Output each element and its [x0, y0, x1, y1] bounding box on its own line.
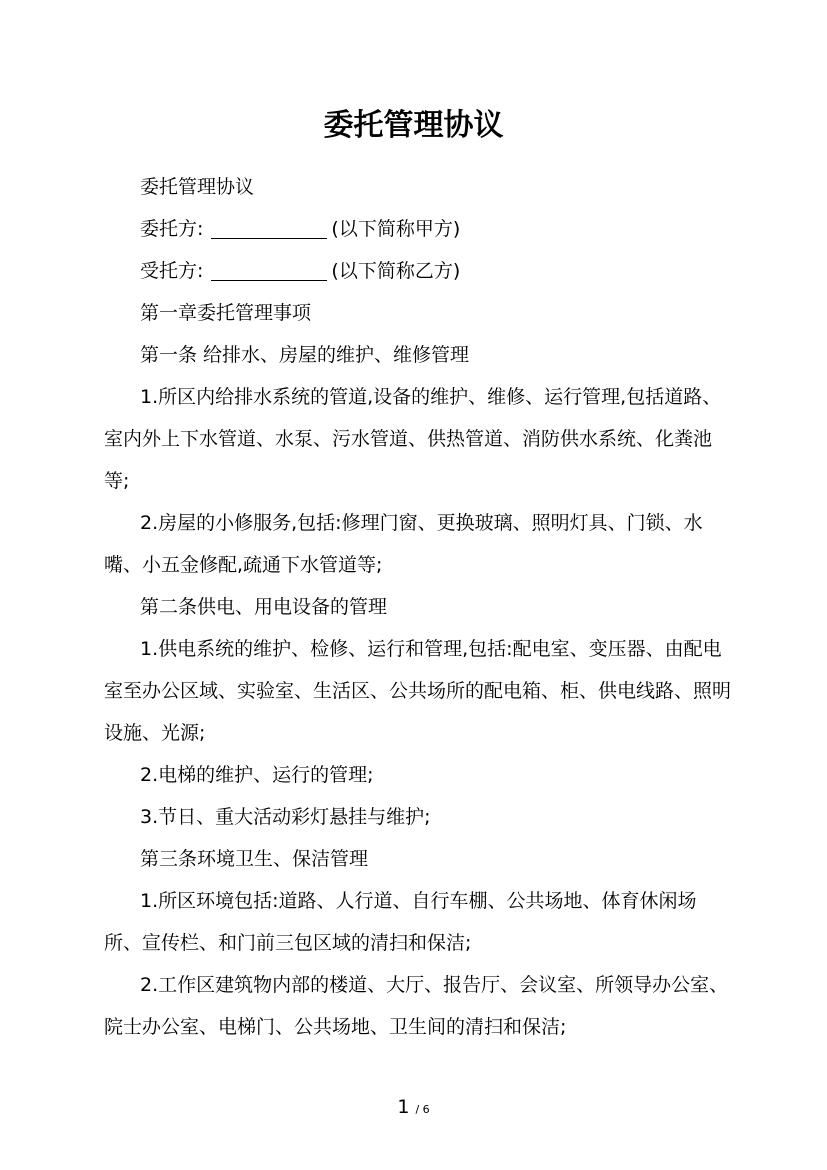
- clause-paragraph: 2.电梯的维护、运行的管理;: [140, 764, 374, 786]
- chapter-heading: 第一章委托管理事项: [140, 302, 312, 324]
- clause-paragraph: 3.节日、重大活动彩灯悬挂与维护;: [140, 806, 431, 828]
- paragraph-principal: [104, 208, 734, 250]
- clause-paragraph: 1.所区内给排水系统的管道,设备的维护、维修、运行管理,包括道路、室内外上下水管道、水泵、污水管道、供热管道、消防供水系统、化粪池等;: [104, 386, 722, 492]
- clause-paragraph: 1.所区环境包括:道路、人行道、自行车棚、公共场地、体育休闲场所、宣传栏、和门前三包区域的清扫和保洁;: [104, 890, 697, 954]
- agent-blank-field: [211, 258, 327, 281]
- clause-paragraph: 2.工作区建筑物内部的楼道、大厅、报告厅、会议室、所领导办公室、院士办公室、电梯门、公共场地、卫生间的清扫和保洁;: [104, 974, 729, 1038]
- principal-label: 委托方:: [140, 218, 204, 240]
- page-total: / 6: [415, 1103, 430, 1116]
- clause-paragraph: 1.供电系统的维护、检修、运行和管理,包括:配电室、变压器、由配电室至办公区域、实验室、生活区、公共场所的配电箱、柜、供电线路、照明设施、光源;: [104, 638, 732, 744]
- paragraph-heading-repeat: 委托管理协议: [140, 176, 255, 198]
- clause-paragraph: 2.房屋的小修服务,包括:修理门窗、更换玻璃、照明灯具、门锁、水嘴、小五金修配,疏通下水管道等;: [104, 512, 703, 576]
- agent-label: 受托方:: [140, 260, 204, 282]
- article-heading: 第三条环境卫生、保洁管理: [140, 848, 369, 870]
- page-current: 1: [397, 1096, 410, 1118]
- document-body: [104, 166, 734, 1048]
- document-title: 委托管理协议: [323, 108, 504, 143]
- principal-suffix: (以下简称甲方): [331, 218, 461, 240]
- page-number: [0, 1092, 827, 1125]
- paragraph-agent: [104, 250, 734, 292]
- agent-suffix: (以下简称乙方): [331, 260, 461, 282]
- article-heading: 第一条 给排水、房屋的维护、维修管理: [140, 344, 470, 366]
- principal-blank-field: [211, 216, 327, 239]
- article-heading: 第二条供电、用电设备的管理: [140, 596, 388, 618]
